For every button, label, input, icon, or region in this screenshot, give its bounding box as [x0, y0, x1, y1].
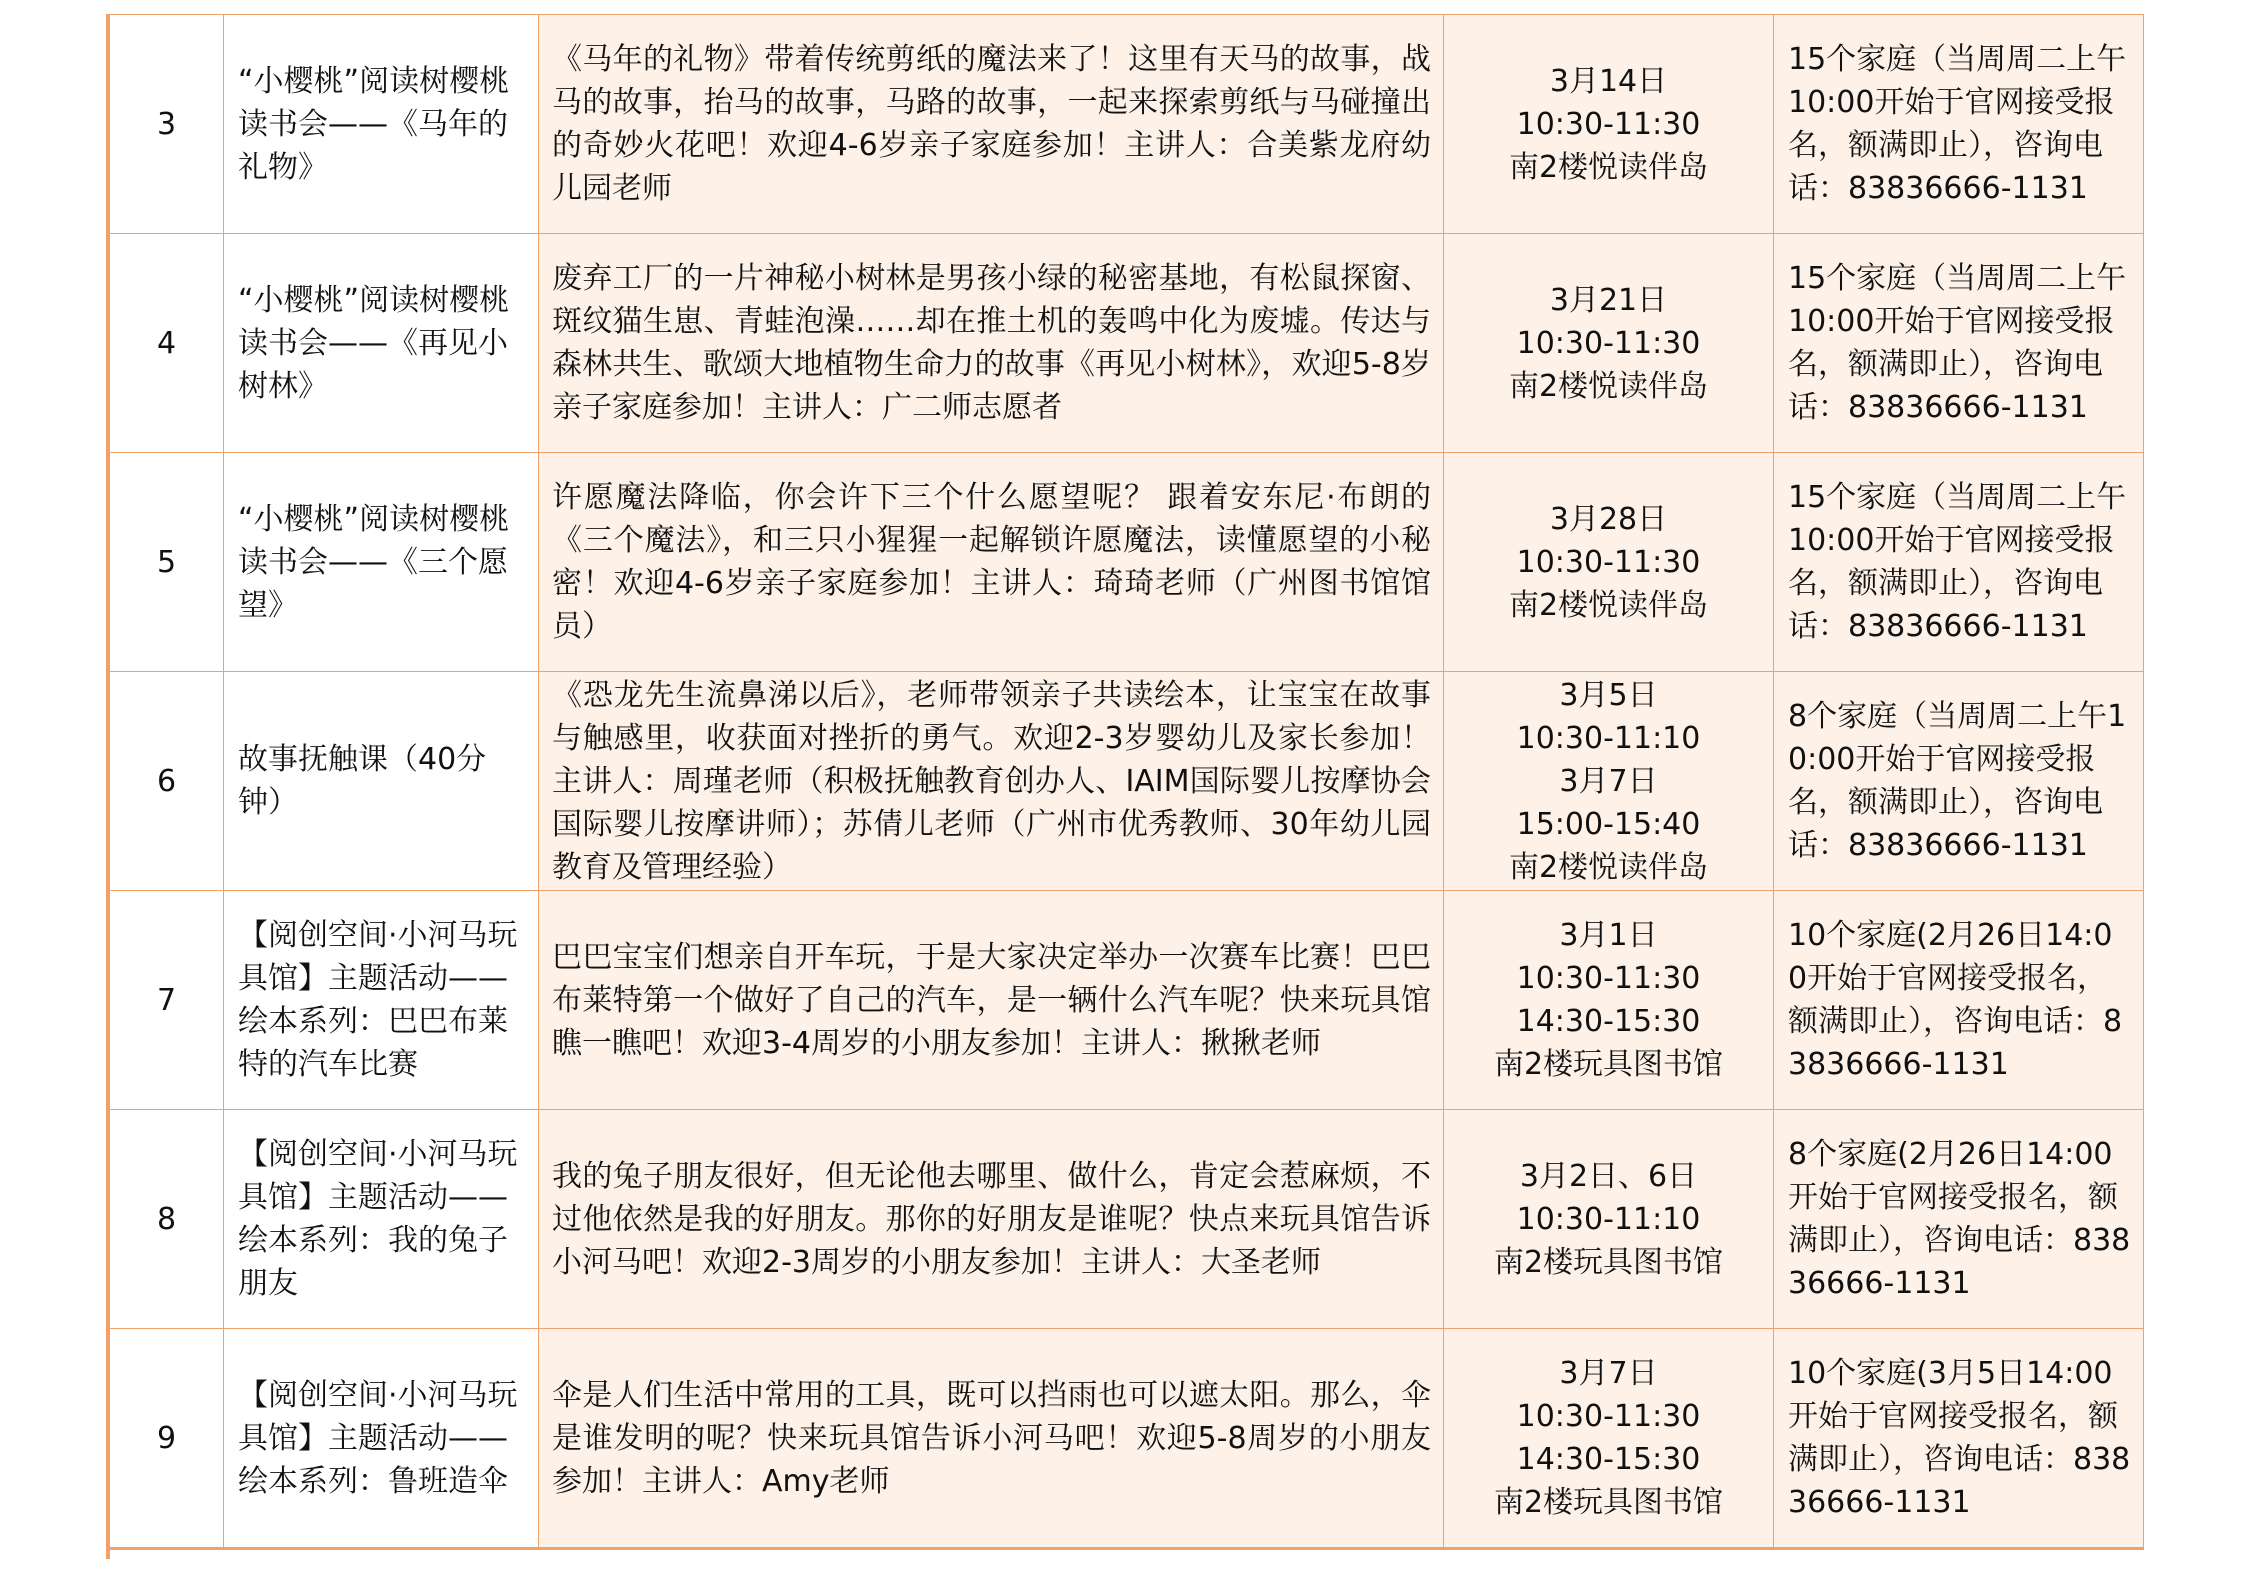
- table-row: [110, 453, 2144, 672]
- time-line: 14:30-15:30: [1516, 1442, 1701, 1477]
- activity-time-place: [1444, 1110, 1774, 1329]
- activity-quota: 10个家庭(2月26日14:00开始于官网接受报名，额满即止），咨询电话：83836666-1131: [1774, 891, 2144, 1110]
- activity-title: 【阅创空间·小河马玩具馆】主题活动——绘本系列：我的兔子朋友: [224, 1110, 539, 1329]
- activity-time-place: [1444, 891, 1774, 1110]
- activity-description: 《马年的礼物》带着传统剪纸的魔法来了！这里有天马的故事，战马的故事，抬马的故事，马路的故事，一起来探索剪纸与马碰撞出的奇妙火花吧！欢迎4-6岁亲子家庭参加！主讲人：合美紫龙府幼儿园老师: [539, 15, 1444, 234]
- time-line: 10:30-11:30: [1516, 325, 1701, 361]
- time-line: 南2楼玩具图书馆: [1493, 1047, 1724, 1082]
- table-row: [110, 672, 2144, 891]
- activity-title: 【阅创空间·小河马玩具馆】主题活动——绘本系列：巴巴布莱特的汽车比赛: [224, 891, 539, 1110]
- table-row: [110, 234, 2144, 453]
- activity-title: 【阅创空间·小河马玩具馆】主题活动——绘本系列：鲁班造伞: [224, 1329, 539, 1549]
- activity-quota: 15个家庭（当周周二上午10:00开始于官网接受报名，额满即止），咨询电话：83836666-1131: [1774, 453, 2144, 672]
- table-row: [110, 15, 2144, 234]
- activity-time-place: [1444, 1329, 1774, 1549]
- row-number: 8: [110, 1110, 224, 1329]
- time-line: 10:30-11:10: [1516, 1201, 1701, 1237]
- activity-time-place: [1444, 15, 1774, 234]
- time-line: 10:30-11:30: [1516, 961, 1701, 996]
- time-line: 南2楼玩具图书馆: [1493, 1485, 1724, 1520]
- row-number: 4: [110, 234, 224, 453]
- activity-title: 故事抚触课（40分钟）: [224, 672, 539, 891]
- activity-time-place: [1444, 234, 1774, 453]
- activity-title: “小樱桃”阅读树樱桃读书会——《三个愿望》: [224, 453, 539, 672]
- activity-description: 巴巴宝宝们想亲自开车玩，于是大家决定举办一次赛车比赛！巴巴布莱特第一个做好了自己的汽车，是一辆什么汽车呢？快来玩具馆瞧一瞧吧！欢迎3-4周岁的小朋友参加！主讲人：揪揪老师: [539, 891, 1444, 1110]
- activity-description: 废弃工厂的一片神秘小树林是男孩小绿的秘密基地，有松鼠探窗、斑纹猫生崽、青蛙泡澡……却在推土机的轰鸣中化为废墟。传达与森林共生、歌颂大地植物生命力的故事《再见小树林》，欢迎5-8岁亲子家庭参加！主讲人：广二师志愿者: [539, 234, 1444, 453]
- time-line: 3月2日、6日: [1519, 1158, 1698, 1194]
- activity-title: “小樱桃”阅读树樱桃读书会——《马年的礼物》: [224, 15, 539, 234]
- activity-description: 我的兔子朋友很好，但无论他去哪里、做什么，肯定会惹麻烦，不过他依然是我的好朋友。那你的好朋友是谁呢？快点来玩具馆告诉小河马吧！欢迎2-3周岁的小朋友参加！主讲人：大圣老师: [539, 1110, 1444, 1329]
- time-line: 南2楼悦读伴岛: [1508, 149, 1709, 185]
- row-number: 7: [110, 891, 224, 1110]
- activity-quota: 15个家庭（当周周二上午10:00开始于官网接受报名，额满即止），咨询电话：83836666-1131: [1774, 234, 2144, 453]
- row-number: 3: [110, 15, 224, 234]
- time-line: 南2楼悦读伴岛: [1508, 587, 1709, 623]
- time-line: 15:00-15:40: [1516, 806, 1701, 842]
- time-line: 10:30-11:30: [1516, 1399, 1701, 1434]
- row-number: 6: [110, 672, 224, 891]
- time-line: 3月5日: [1559, 677, 1658, 713]
- row-number: 9: [110, 1329, 224, 1549]
- activity-quota: 10个家庭(3月5日14:00开始于官网接受报名，额满即止），咨询电话：83836666-1131: [1774, 1329, 2144, 1549]
- activity-quota: 8个家庭（当周周二上午10:00开始于官网接受报名，额满即止），咨询电话：83836666-1131: [1774, 672, 2144, 891]
- time-line: 3月21日: [1549, 282, 1668, 318]
- activity-time-place: [1444, 672, 1774, 891]
- table-row: [110, 1110, 2144, 1329]
- time-line: 南2楼悦读伴岛: [1508, 368, 1709, 404]
- time-line: 10:30-11:10: [1516, 720, 1701, 756]
- activity-table-wrapper: [109, 14, 2143, 1550]
- time-line: 10:30-11:30: [1516, 544, 1701, 580]
- time-line: 南2楼玩具图书馆: [1493, 1244, 1724, 1280]
- activity-quota: 15个家庭（当周周二上午10:00开始于官网接受报名，额满即止），咨询电话：83836666-1131: [1774, 15, 2144, 234]
- activity-table: [109, 14, 2144, 1550]
- activity-description: 伞是人们生活中常用的工具，既可以挡雨也可以遮太阳。那么，伞是谁发明的呢？快来玩具馆告诉小河马吧！欢迎5-8周岁的小朋友参加！主讲人：Amy老师: [539, 1329, 1444, 1549]
- time-line: 3月7日: [1559, 1356, 1658, 1391]
- time-line: 3月28日: [1549, 501, 1668, 537]
- activity-time-place: [1444, 453, 1774, 672]
- row-number: 5: [110, 453, 224, 672]
- activity-description: 许愿魔法降临，你会许下三个什么愿望呢？ 跟着安东尼·布朗的《三个魔法》，和三只小猩猩一起解锁许愿魔法，读懂愿望的小秘密！欢迎4-6岁亲子家庭参加！主讲人：琦琦老师（广州图书馆馆员）: [539, 453, 1444, 672]
- time-line: 3月14日: [1549, 63, 1668, 99]
- time-line: 3月7日: [1559, 763, 1658, 799]
- table-row: [110, 1329, 2144, 1549]
- time-line: 10:30-11:30: [1516, 106, 1701, 142]
- activity-quota: 8个家庭(2月26日14:00开始于官网接受报名，额满即止），咨询电话：83836666-1131: [1774, 1110, 2144, 1329]
- table-row: [110, 891, 2144, 1110]
- time-line: 3月1日: [1559, 918, 1658, 953]
- time-line: 14:30-15:30: [1516, 1004, 1701, 1039]
- time-line: 南2楼悦读伴岛: [1508, 849, 1709, 885]
- activity-description: 《恐龙先生流鼻涕以后》，老师带领亲子共读绘本，让宝宝在故事与触感里，收获面对挫折的勇气。欢迎2-3岁婴幼儿及家长参加！主讲人：周瑾老师（积极抚触教育创办人、IAIM国际婴儿按摩协会国际婴儿按摩讲师）；苏倩儿老师（广州市优秀教师、30年幼儿园教育及管理经验）: [539, 672, 1444, 891]
- activity-title: “小樱桃”阅读树樱桃读书会——《再见小树林》: [224, 234, 539, 453]
